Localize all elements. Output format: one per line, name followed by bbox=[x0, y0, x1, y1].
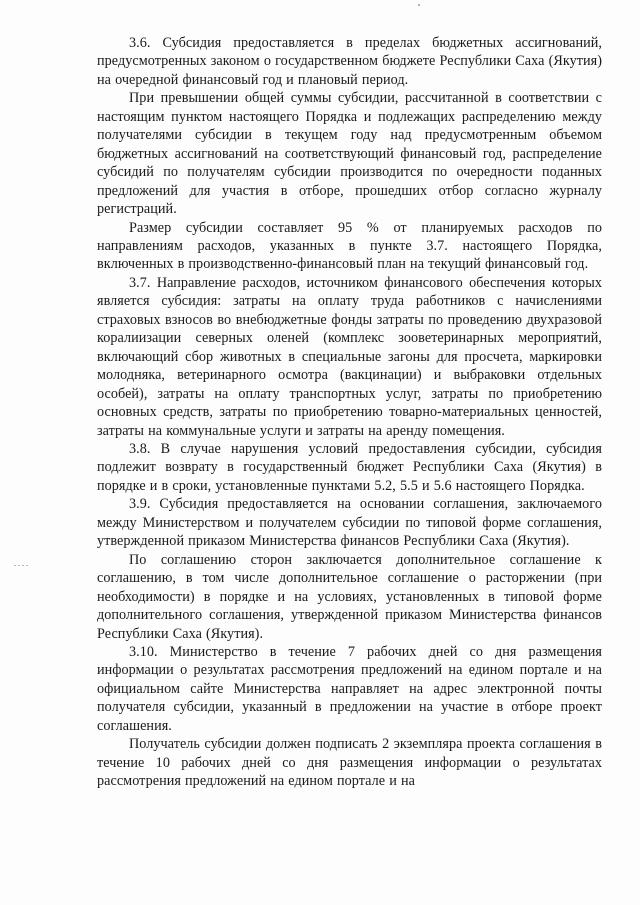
paragraph-3-10: 3.10. Министерство в течение 7 рабочих дней со дня размещения информации о результатах рассмотрения предложений на едином портале и на официальном сайте Министерства направляет на адрес электронной почты получателя субсидии, указанный в предложении на участие в отборе проект соглашения. bbox=[97, 643, 602, 734]
paragraph-3-6: 3.6. Субсидия предоставляется в пределах бюджетных ассигнований, предусмотренных законом о государственном бюджете Республики Саха (Якутия) на очередной финансовый год и плановый период. bbox=[97, 35, 602, 88]
paragraph-excess-distribution: При превышении общей суммы субсидии, рассчитанной в соответствии с настоящим пунктом настоящего Порядка и подлежащих распределению между получателями субсидии в текущем году над предусмотренным объемом бюджетных ассигнований на соответствующий финансовый год, распределение субсидий по получателям субсидии производится по очередности поданных предложений для участия в отборе, прошедших отбор согласно журналу регистраций. bbox=[97, 90, 602, 218]
paragraph-3-7: 3.7. Направление расходов, источником финансового обеспечения которых является субсидия: затраты на оплату труда работников с начислениями страховых взносов во внебюджетные фонды затраты по проведению двухразовой коралиизации северных оленей (комплекс зооветеринарных мероприятий, включающий сбор животных в специальные загоны для просчета, маркировки молодняка, ветеринарного осмотра (вакцинации) и выбраковки отдельных особей), затраты на оплату транспортных услуг, затраты по приобретению основных средств, затраты по приобретению товарно-материальных ценностей, затраты на коммунальные услуги и затраты на аренду помещения. bbox=[97, 274, 602, 439]
scan-mark bbox=[14, 565, 28, 566]
paragraph-3-9: 3.9. Субсидия предоставляется на основании соглашения, заключаемого между Министерством и получателем субсидии по типовой форме соглашения, утвержденной приказом Министерства финансов Республики Саха (Якутия). bbox=[97, 496, 602, 550]
paragraph-3-8: 3.8. В случае нарушения условий предоставления субсидии, субсидия подлежит возврату в государственный бюджет Республики Саха (Якутия) в порядке и в сроки, установленные пунктами 5.2, 5.5 и 5.6 настоящего Порядка. bbox=[97, 440, 602, 494]
scan-dot bbox=[418, 4, 420, 6]
paragraph-subsidy-size: Размер субсидии составляет 95 % от планируемых расходов по направлениям расходов, указанных в пункте 3.7. настоящего Порядка, включенных в производственно-финансовый план на текущий финансовый год. bbox=[97, 219, 602, 273]
document-body bbox=[97, 34, 602, 791]
paragraph-recipient-signing: Получатель субсидии должен подписать 2 экземпляра проекта соглашения в течение 10 рабочих дней со дня размещения информации о результатах рассмотрения предложений на едином портале и на bbox=[97, 736, 602, 790]
paragraph-additional-agreement: По соглашению сторон заключается дополнительное соглашение к соглашению, в том числе дополнительное соглашение о расторжении (при необходимости) в порядке и на условиях, установленных в типовой форме дополнительного соглашения, утвержденной приказом Министерства финансов Республики Саха (Якутия). bbox=[97, 551, 602, 642]
